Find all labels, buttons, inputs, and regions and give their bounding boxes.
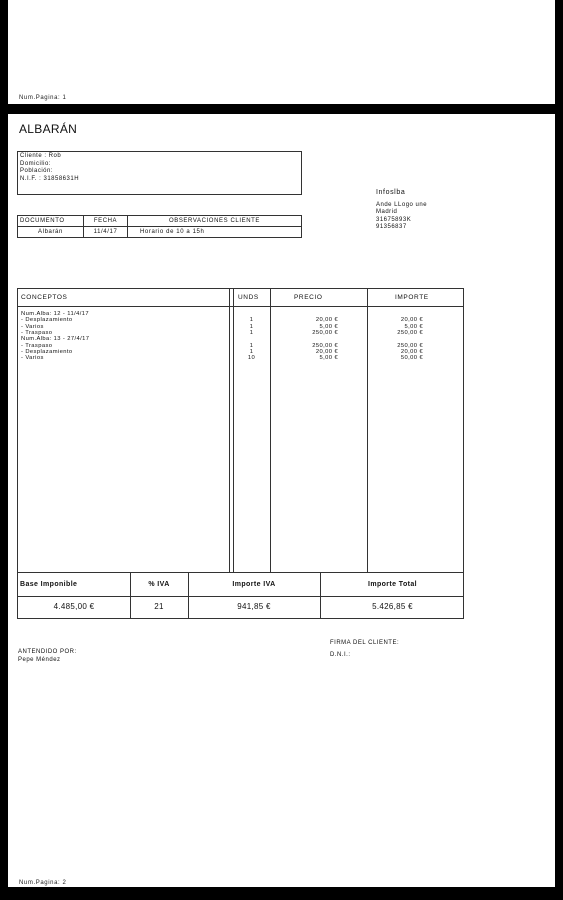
client-signature [330, 640, 399, 659]
client-name: Cliente : Rob [20, 153, 62, 159]
concept-units: 1 [249, 329, 254, 336]
company-line: Madrid [376, 209, 398, 215]
concept-units: 1 [249, 342, 254, 349]
value-total-amount: 5.426,85 € [372, 602, 413, 611]
doc-header-date: FECHA [84, 216, 128, 227]
totals-divider [18, 596, 463, 597]
concepts-table [17, 288, 464, 573]
label-total-amount: Importe Total [367, 581, 417, 588]
value-vat-amount: 941,85 € [237, 602, 271, 611]
concept-amount: 250,00 € [397, 329, 423, 336]
label-taxable-base: Base Imponible [20, 581, 78, 588]
company-info [376, 189, 427, 232]
header-amount: IMPORTE [395, 294, 429, 301]
concept-text: - Traspaso [21, 342, 53, 349]
doc-header-observations: OBSERVACIONES CLIENTE [128, 216, 302, 227]
client-city: Población: [20, 168, 54, 174]
concept-text: Num.Alba: 13 - 27/4/17 [21, 336, 90, 343]
concept-units: 10 [247, 355, 256, 362]
column-divider [130, 573, 131, 618]
document-table [17, 215, 302, 238]
doc-header-document: DOCUMENTO [18, 216, 84, 227]
concept-amount: 5,00 € [404, 323, 423, 330]
page-2 [8, 114, 555, 887]
page-number: Num.Pagina: 1 [19, 95, 67, 101]
signature-label: FIRMA DEL CLIENTE: [330, 640, 400, 646]
concept-row [18, 355, 463, 362]
column-divider [320, 573, 321, 618]
concept-text: - Varios [21, 323, 44, 330]
page-1 [8, 0, 555, 104]
company-name: Infoslba [376, 189, 406, 196]
concept-price: 5,00 € [319, 323, 338, 330]
totals-table [17, 572, 464, 619]
concept-text: - Desplazamiento [21, 348, 73, 355]
concept-units: 1 [249, 323, 254, 330]
document-title: ALBARÁN [19, 122, 78, 136]
client-nif: N.I.F. : 31858631H [20, 175, 80, 182]
concept-text: - Desplazamiento [21, 317, 73, 324]
concept-amount: 250,00 € [397, 342, 423, 349]
company-line: 31675893K [376, 216, 412, 223]
concept-units: 1 [249, 348, 254, 355]
concept-price: 20,00 € [315, 348, 338, 355]
label-vat-amount: Importe IVA [232, 581, 276, 588]
value-taxable-base: 4.485,00 € [53, 602, 95, 611]
concept-price: 250,00 € [312, 342, 338, 349]
concept-text: - Varios [21, 355, 44, 362]
header-units: UNDS [238, 294, 259, 301]
page-number: Num.Pagina: 2 [19, 880, 67, 886]
concept-amount: 20,00 € [400, 348, 423, 355]
concept-price: 20,00 € [315, 317, 338, 324]
attended-by [18, 649, 77, 664]
doc-date: 11/4/17 [84, 227, 128, 238]
column-divider [188, 573, 189, 618]
client-address: Domicilio: [20, 160, 52, 167]
concept-units: 1 [249, 317, 254, 324]
label-vat-percent: % IVA [148, 581, 170, 588]
concept-price: 5,00 € [319, 355, 338, 362]
concept-price: 250,00 € [312, 329, 338, 336]
company-line: 91356837 [376, 224, 407, 230]
company-line: Ande LLogo une [376, 201, 428, 208]
doc-type: Albarán [18, 227, 84, 238]
concept-text: Num.Alba: 12 - 11/4/17 [21, 311, 89, 317]
client-info-box [17, 151, 302, 195]
doc-observations: Horario de 10 a 15h [128, 227, 302, 238]
signature-dni: D.N.I.: [330, 651, 351, 658]
attended-by-label: ANTENDIDO POR: [18, 649, 77, 655]
value-vat-percent: 21 [154, 602, 164, 611]
attended-by-name: Pepe Méndez [18, 656, 61, 663]
concept-amount: 50,00 € [400, 355, 423, 362]
concept-amount: 20,00 € [400, 317, 423, 324]
header-price: PRECIO [294, 294, 323, 301]
header-concepts: CONCEPTOS [21, 294, 68, 301]
concept-text: - Traspaso [21, 329, 53, 336]
